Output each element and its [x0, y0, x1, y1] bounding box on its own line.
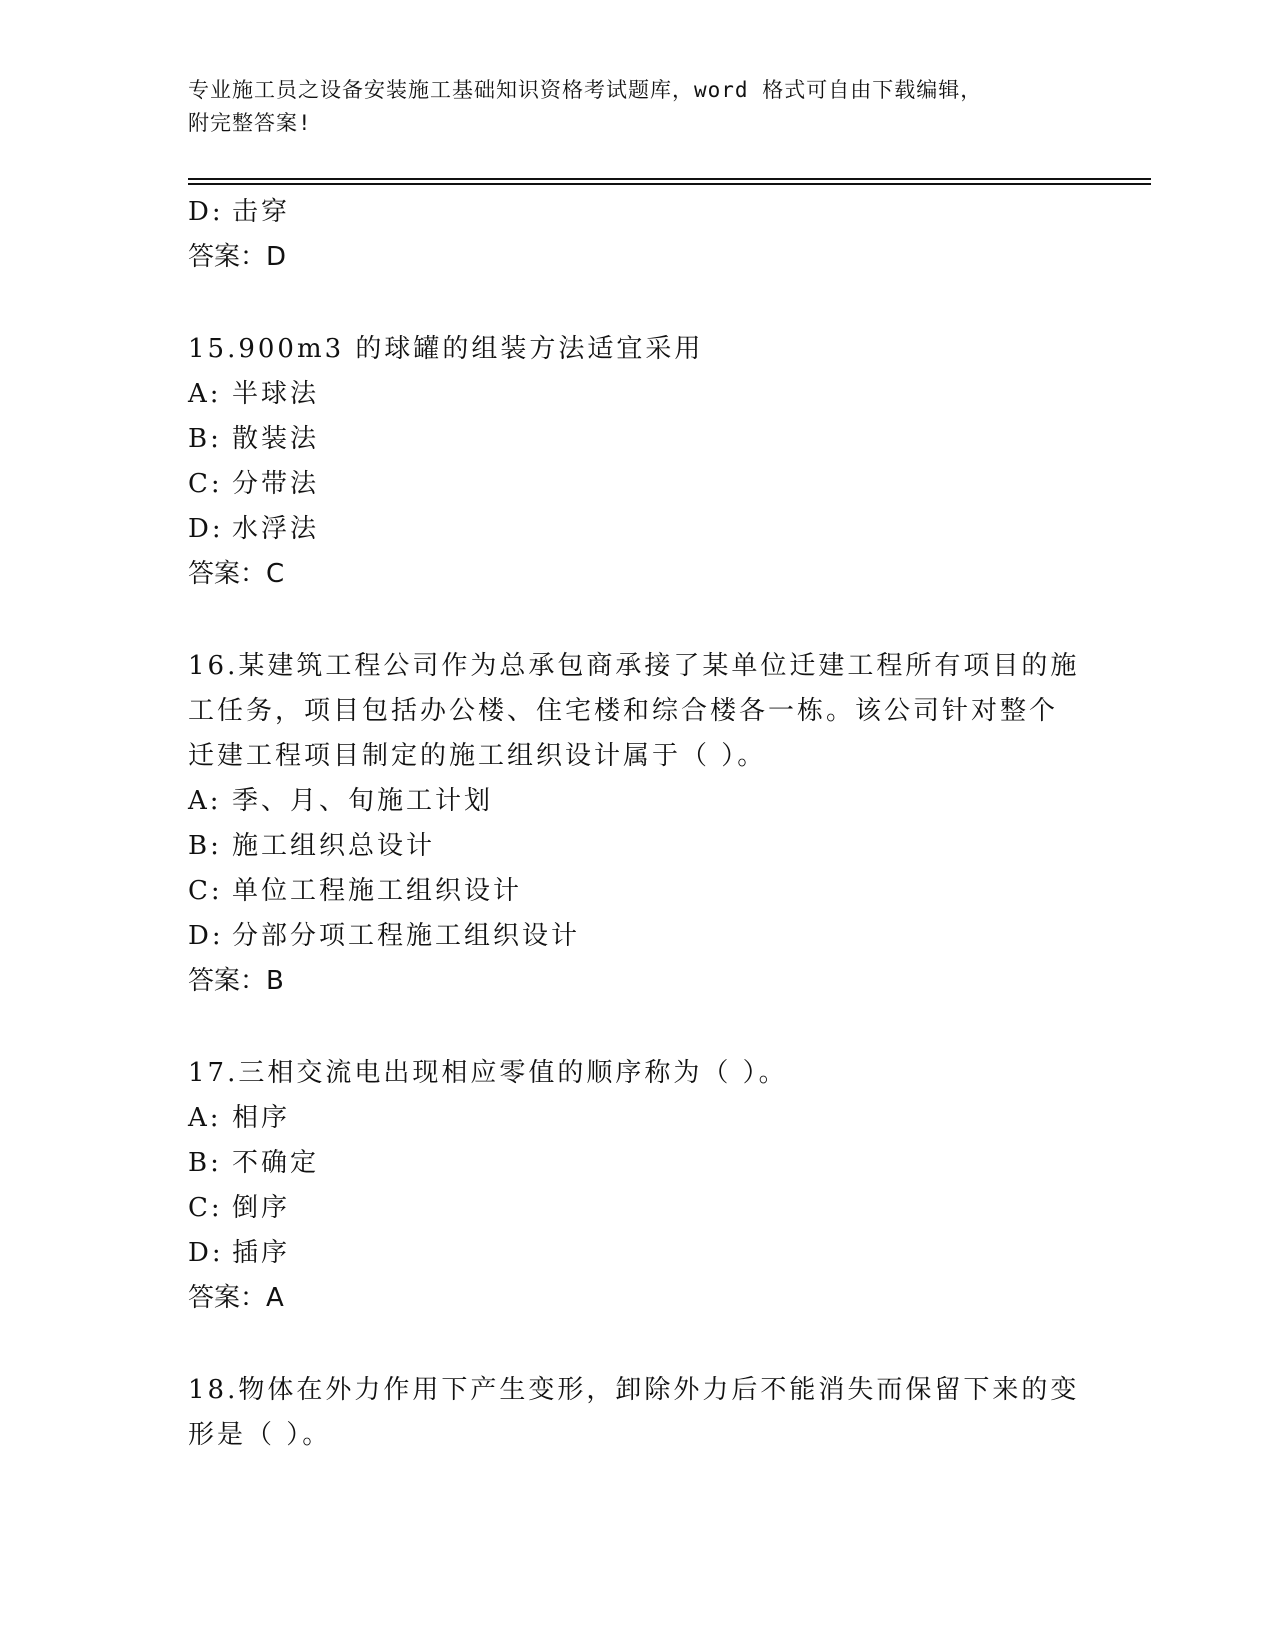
question-stem: [188, 327, 1068, 372]
question-stem: [188, 644, 1080, 779]
option-label: C:: [188, 469, 223, 499]
question-stem: [188, 1368, 1080, 1458]
option-a: [188, 1096, 1088, 1141]
stem-line: 15.900m3 的球罐的组装方法适宜采用: [188, 334, 704, 364]
answer-line: 答案：B: [188, 966, 284, 996]
stem-line: 迁建工程项目制定的施工组织设计属于（ ）。: [188, 741, 767, 771]
option-label: D:: [188, 1238, 224, 1268]
option-label: D:: [188, 197, 224, 227]
option-d: [188, 1231, 1088, 1276]
answer-line: 答案：C: [188, 559, 285, 589]
option-d: [188, 190, 1088, 235]
option-label: C:: [188, 1193, 223, 1223]
option-d: [188, 507, 1088, 552]
stem-line: 形是（ ）。: [188, 1420, 332, 1450]
option-a: [188, 372, 1088, 417]
stem-line: 17.三相交流电出现相应零值的顺序称为（ ）。: [188, 1058, 788, 1088]
option-text: 水浮法: [232, 514, 320, 544]
stem-line: 18.物体在外力作用下产生变形，卸除外力后不能消失而保留下来的变: [188, 1375, 1080, 1405]
option-text: 分部分项工程施工组织设计: [232, 921, 581, 951]
option-c: [188, 1186, 1088, 1231]
document-header: [188, 74, 1068, 140]
header-line-2: 附完整答案!: [188, 111, 312, 135]
option-label: A:: [188, 379, 222, 409]
option-text: 施工组织总设计: [232, 831, 436, 861]
question-stem: [188, 1051, 1068, 1096]
stem-line: 16.某建筑工程公司作为总承包商承接了某单位迁建工程所有项目的施: [188, 651, 1080, 681]
option-text: 插序: [232, 1238, 291, 1268]
option-text: 半球法: [232, 379, 320, 409]
question-list: [188, 190, 1088, 1458]
option-b: [188, 824, 1088, 869]
option-text: 相序: [232, 1103, 291, 1133]
option-text: 不确定: [232, 1148, 320, 1178]
option-c: [188, 462, 1088, 507]
header-divider-top: [188, 178, 1151, 180]
header-divider-bottom: [188, 183, 1151, 185]
option-a: [188, 779, 1088, 824]
option-text: 季、月、旬施工计划: [232, 786, 494, 816]
answer-line: 答案：A: [188, 1283, 284, 1313]
option-label: A:: [188, 1103, 222, 1133]
answer-line: 答案：D: [188, 242, 287, 272]
option-b: [188, 1141, 1088, 1186]
option-text: 倒序: [232, 1193, 291, 1223]
option-label: A:: [188, 786, 222, 816]
header-line-1: 专业施工员之设备安装施工基础知识资格考试题库，word 格式可自由下载编辑，: [188, 78, 983, 102]
option-text: 击穿: [232, 197, 291, 227]
option-b: [188, 417, 1088, 462]
option-label: B:: [188, 1148, 222, 1178]
option-text: 分带法: [232, 469, 320, 499]
stem-line: 工任务，项目包括办公楼、住宅楼和综合楼各一栋。该公司针对整个: [188, 696, 1059, 726]
option-d: [188, 914, 1088, 959]
option-label: C:: [188, 876, 223, 906]
option-label: B:: [188, 831, 222, 861]
option-label: D:: [188, 921, 224, 951]
option-text: 单位工程施工组织设计: [232, 876, 523, 906]
option-c: [188, 869, 1088, 914]
option-label: D:: [188, 514, 224, 544]
option-label: B:: [188, 424, 222, 454]
option-text: 散装法: [232, 424, 320, 454]
